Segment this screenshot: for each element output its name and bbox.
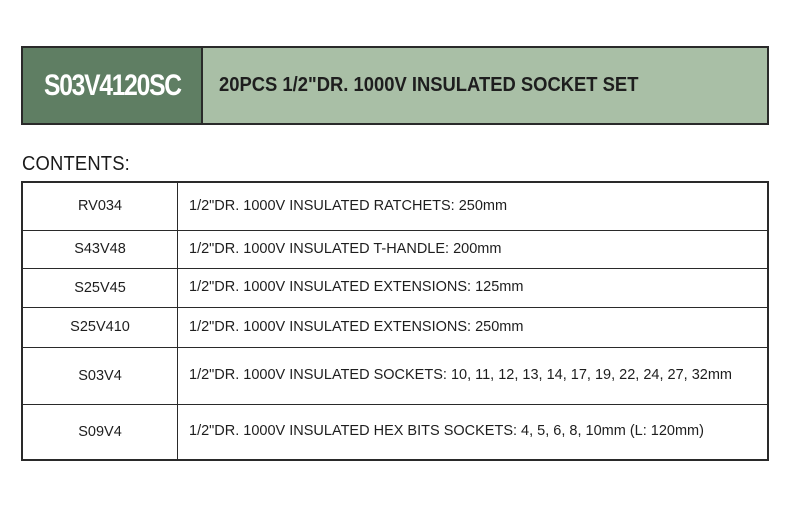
item-code: S43V48 bbox=[22, 230, 178, 268]
item-description: 1/2"DR. 1000V INSULATED T-HANDLE: 200mm bbox=[178, 230, 769, 268]
product-title: 20PCS 1/2"DR. 1000V INSULATED SOCKET SET bbox=[219, 74, 639, 96]
item-description: 1/2"DR. 1000V INSULATED HEX BITS SOCKETS: 4, 5, 6, 8, 10mm (L: 120mm) bbox=[178, 404, 769, 460]
item-code: S03V4 bbox=[22, 347, 178, 404]
item-code: S09V4 bbox=[22, 404, 178, 460]
item-code: RV034 bbox=[22, 182, 178, 230]
product-code-box bbox=[23, 48, 203, 123]
product-title-box bbox=[203, 48, 767, 123]
table-row bbox=[22, 230, 768, 268]
item-description: 1/2"DR. 1000V INSULATED RATCHETS: 250mm bbox=[178, 182, 769, 230]
contents-heading: CONTENTS: bbox=[22, 153, 130, 175]
table-row bbox=[22, 268, 768, 307]
table-row bbox=[22, 404, 768, 460]
item-code: S25V410 bbox=[22, 307, 178, 347]
product-code: S03V4120SC bbox=[43, 68, 181, 102]
item-description: 1/2"DR. 1000V INSULATED SOCKETS: 10, 11, 12, 13, 14, 17, 19, 22, 24, 27, 32mm bbox=[178, 347, 769, 404]
table-row bbox=[22, 347, 768, 404]
item-description: 1/2"DR. 1000V INSULATED EXTENSIONS: 250mm bbox=[178, 307, 769, 347]
item-code: S25V45 bbox=[22, 268, 178, 307]
table-row bbox=[22, 182, 768, 230]
contents-table bbox=[21, 181, 769, 461]
table-row bbox=[22, 307, 768, 347]
item-description: 1/2"DR. 1000V INSULATED EXTENSIONS: 125mm bbox=[178, 268, 769, 307]
product-header bbox=[21, 46, 769, 125]
